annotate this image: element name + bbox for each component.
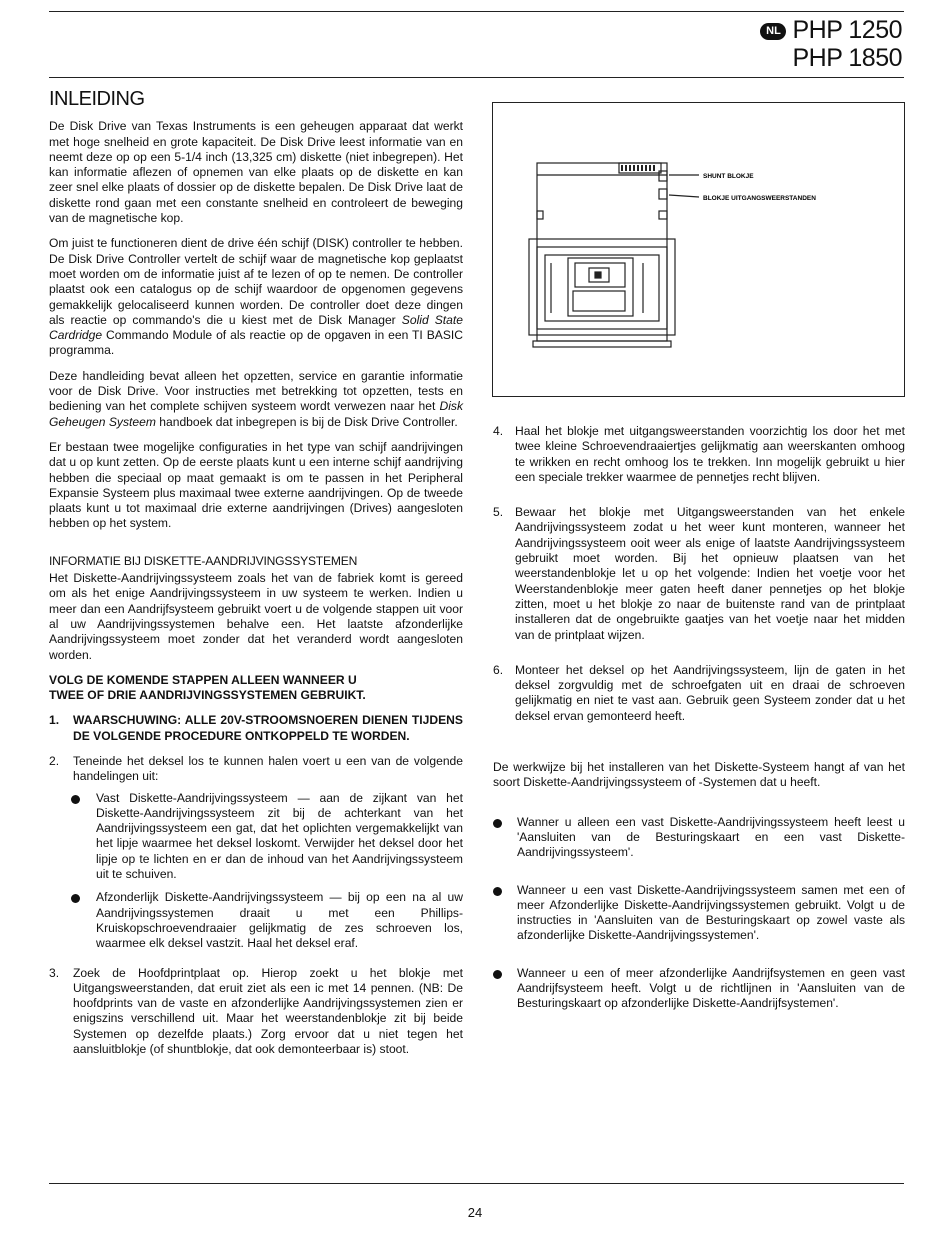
list-item: 1. WAARSCHUWING: ALLE 20V-STROOMSNOEREN DIENEN TIJDENS DE VOLGENDE PROCEDURE ONTKOPPELD TE WORDEN. [49,713,463,743]
page-title: INLEIDING [49,88,145,110]
shunt-label: SHUNT BLOKJE [703,173,754,180]
intro-paragraph-4: Er bestaan twee mogelijke configuraties in het type van schijf aandrijvingen dat u op kunt zetten. Op de eerste plaats kunt u een interne schijf aandrijving hebben die speciaal op maat gemaakt is om te passen in het Peripheral Expansie Systeem plus maximaal twee externe aandrijvingen. Op de tweede plaats kunt u tot maximaal drie externe aandrijvingen (Drives) aangesloten hebben op het system. [49,439,463,531]
bullet-icon [493,819,502,828]
bullet-icon [493,887,502,896]
list-item: 4. Haal het blokje met uitgangsweerstanden voorzichtig los door het met twee kleine Schroevendraaiertjes gelijkmatig aan weerskanten omhoog te wrikken en recht omhoog los te trekken. Inn mogelijk gebruikt u hier een speciale trekker waarmee de pennetjes recht blijven. [493,424,905,484]
model-header [760,16,902,72]
model-2: PHP 1850 [792,44,902,72]
resistor-block-label: BLOKJE UITGANGSWEERSTANDEN [703,195,816,202]
section-subheading: INFORMATIE BIJ DISKETTE-AANDRIJVINGSSYSTEMEN [49,553,358,568]
install-paragraph: De werkwijze bij het installeren van het Diskette-Systeem hangt af van het soort Diskette-Aandrijvingssysteem of -Systemen dat u heeft. [493,760,905,790]
bullet-icon [71,795,80,804]
page-number: 24 [467,1205,483,1220]
list-item: 2. Teneinde het deksel los te kunnen halen voert u een van de volgende handelingen uit: [49,753,463,784]
figure-box [492,102,905,397]
footer-rule [49,1183,904,1184]
drive-board-diagram [493,103,904,396]
list-item: Wanneer u een vast Diskette-Aandrijvingssysteem samen met een of meer Afzonderlijke Diskette-Aandrijvingssystemen gebruikt. Volgt u de instructies in 'Aansluiten van de Besturingskaart op zowel vaste als afzonderlijke Diskette-Aandrijvingssystemen'. [493,883,905,944]
top-rule [49,11,904,12]
nl-badge-icon: NL [760,23,786,40]
intro-paragraph-3: Deze handleiding bevat alleen het opzetten, service en garantie informatie voor de Disk Drive. Voor instructies met betrekking tot opzetten, tests en bediening van het complete schijven systeem wordt verwezen naar het Disk Geheugen Systeem handboek dat inbegrepen is bij de Disk Drive Controller. [49,368,463,429]
list-item: 3. Zoek de Hoofdprintplaat op. Hierop zoekt u het blokje met Uitgangsweerstanden, dat eruit ziet als een ic met 14 pennen. (NB: De hoofdprints van de vaste en afzonderlijke Aandrijvingssystemen zien er enigszins verschillend uit. Maar het weerstandenblokje zit bij beide Systemen op dezelfde plaats.) Zorg ervoor dat u niet tegen het aansluitblokje (of shuntblokje, dat ook demonteerbaar is) stoot. [49,965,463,1057]
bullet-icon [71,894,80,903]
list-item: Wanner u alleen een vast Diskette-Aandrijvingssysteem heeft leest u 'Aansluiten van de Besturingskaart en een vast Diskette-Aandrijvingssysteem'. [493,815,905,861]
info-paragraph: Het Diskette-Aandrijvingssysteem zoals het van de fabriek komt is gereed om als het enige Aandrijvingssysteem in uw systeem te werken. Indien u meer dan een Aandrijfsysteem gebruikt voert u de volgende stappen uit voor al uw Aandrijvingssystemen behalve een. Het laatste afzonderlijke Aandrijvingssysteem moet zonder dat het veranderd wordt aangesloten worden. [49,571,463,662]
intro-paragraph-1: De Disk Drive van Texas Instruments is een geheugen apparaat dat werkt met hoge snelheid en grote kapaciteit. De Disk Drive leest informatie van en neemt deze op op een 5-1/4 inch (13,325 cm) diskette (niet inbegrepen). Het kan informatie aflezen of opnemen van elke plaats op de diskette en kan zeer snel elke plaats of dossier op de diskette bepalen. De Disk Drive laat de diskette rond gaan met een constante snelheid en controleert de beweging van de magnetische kop. [49,119,463,226]
header-rule [49,77,904,78]
list-item: Vast Diskette-Aandrijvingssysteem — aan de zijkant van het Diskette-Aandrijvingssysteem zit bij de achterkant van het Aandrijvingssysteem een gat, dat het oplichten vergemakkelijkt van het lipje waarmee het deksel loskomt. Verwijder het deksel door het lipje op te lichten en er dan de inhoud van het Aandrijvingssysteem uit te schuiven. [49,791,463,883]
list-item: 6. Monteer het deksel op het Aandrijvingssysteem, lijn de gaten in het deksel zorgvuldig met de schroefgaten uit en draai de schroeven gelijkmatig en niet te vast aan. Gebruik geen Systeem zonder dat u het deksel ervan gemonteerd heeft. [493,662,905,723]
bullet-icon [493,970,502,979]
instruction-bold-line-1: VOLG DE KOMENDE STAPPEN ALLEEN WANNEER U [49,672,357,687]
right-column [493,424,905,1034]
list-item: 5. Bewaar het blokje met Uitgangsweerstanden van het enkele Aandrijvingssysteem zodat u het weer kunt monteren, wanneer het Aandrijvingssysteem ooit weer als enige of laatste Aandrijvingssysteem gebruikt moet worden. Bij het opnieuw plaatsen van het weerstandenblokje let u op het volgende: Indien het voetje voor het Weerstandenblokje meer gaten heeft daner pennetjes op het blokje zitten, moet u het blokje zo naar de buitenste rand van de printplaat installeren dat de ongebruikte gaatjes van het voetje naar het midden van de printplaat wijzen. [493,505,905,642]
list-item: Afzonderlijk Diskette-Aandrijvingssysteem — bij op een na al uw Aandrijvingssystemen draait u met een Phillips-Kruiskopschroevendraaier gelijkmatig de zes schroeven los, waarmee elk deksel vastzit. Haal het deksel eraf. [49,890,463,951]
steps-list [49,713,463,1057]
instruction-bold-line-2: TWEE OF DRIE AANDRIJVINGSSYSTEMEN GEBRUIKT. [49,688,366,703]
intro-paragraph-2: Om juist te functioneren dient de drive één schijf (DISK) controller te hebben. De Disk Drive Controller vertelt de schijf waar de magnetische kop geplaatst moet worden om de informatie juist af te lezen of op te nemen. De controller plaatst ook een catalogus op de schijf waardoor de opgenomen gegevens gemakkelijk gelocaliseerd kunnen worden. De controller doet deze dingen als reactie op commando's die u kiest met de Disk Manager Solid State Cardridge Commando Module of als reactie op de opgaven in een TI BASIC programma. [49,236,463,358]
model-1: PHP 1250 [792,16,902,44]
list-item: Wanneer u een of meer afzonderlijke Aandrijfsystemen en geen vast Aandrijfsysteem heeft. Volgt u de richtlijnen in 'Aansluiten van de Besturingskaart op afzonderlijke Diskette-Aandrijfsystemen'. [493,966,905,1012]
left-column [49,88,463,1067]
